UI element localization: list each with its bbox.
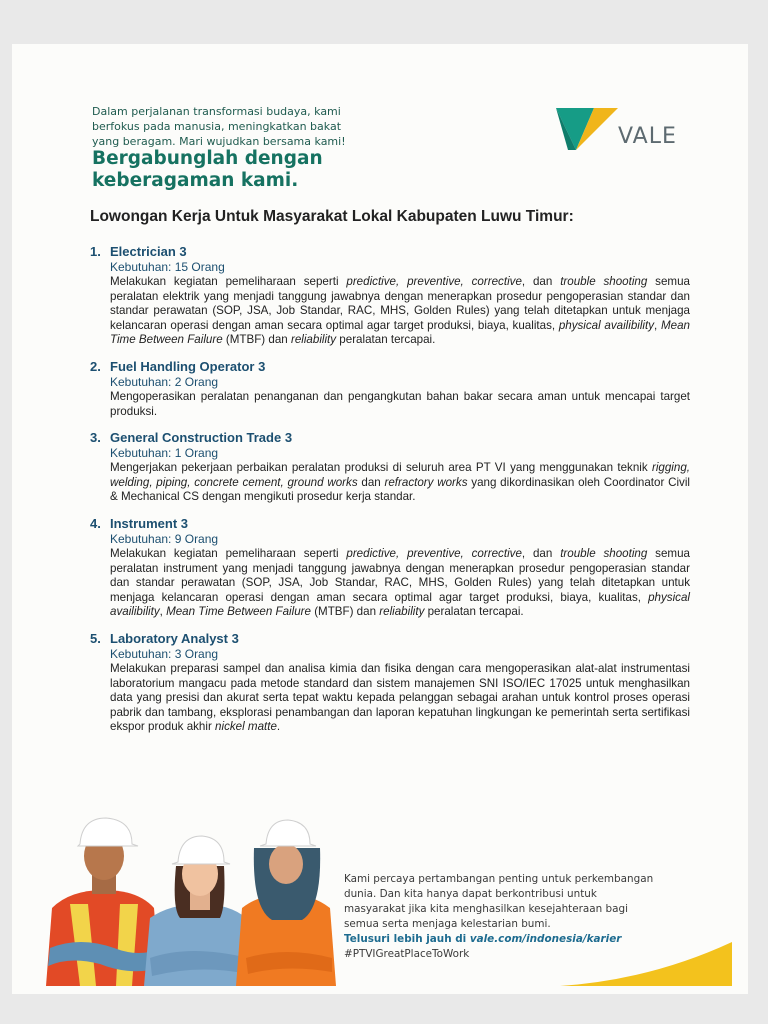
job-item xyxy=(90,244,690,348)
job-description xyxy=(110,390,690,419)
job-description-segment: dan xyxy=(357,475,385,489)
job-description-segment: reliability xyxy=(379,605,425,619)
job-description-segment: yang dikordinasikan oleh Coordinator Civil & Mechanical CS dengan mengikuti prosedur kerja standar. xyxy=(110,475,690,504)
job-description-segment: peralatan tercapai. xyxy=(424,605,524,619)
outro-line: dunia. Dan kita hanya dapat berkontribusi untuk xyxy=(344,888,597,900)
job-title xyxy=(90,359,690,375)
job-number: 3. xyxy=(90,430,101,446)
worker-figure xyxy=(144,836,252,986)
hashtag: #PTVIGreatPlaceToWork xyxy=(344,948,470,960)
job-description-segment: (MTBF) dan xyxy=(222,333,291,347)
outro-line: Kami percaya pertambangan penting untuk perkembangan xyxy=(344,873,654,885)
job-description xyxy=(110,461,690,505)
job-title-text: General Construction Trade 3 xyxy=(110,430,293,446)
job-description-segment: Melakukan preparasi sampel dan analisa kimia dan fisika dengan cara mengoperasikan alat-alat instrumentasi laboratorium mangacu pada metode standard dan sistem manajemen SNI ISO/IEC 17025 untuk menghasilkan data yang presisi dan akurat serta tepat waktu kepada pelanggan sebagai arahan untuk kontrol proses operasi pabrik dan tambang, eksplorasi penambangan dan laporan kepatuhan lingkungan ke pemerintah serta sertifikasi ekspor produk akhir xyxy=(110,661,690,734)
outro-line: masyarakat jika kita menghasilkan kesejahteraan bagi xyxy=(344,903,628,915)
job-description-segment: trouble shooting xyxy=(560,546,648,560)
job-description-segment: semua peralatan elektrik yang menjadi tanggung jawabnya dengan menerapkan prosedur pengoperasian standar dan standar perawatan (SOP, JSA, Job Standar, RAC, MHS, Golden Rules) yang telah ditetapkan untuk menjaga kelancaran operasi dengan aman secara optimal agar target produksi, biaya, kualitas, xyxy=(110,275,690,332)
job-description-segment: Melakukan kegiatan pemeliharaan seperti xyxy=(110,275,347,288)
job-number: 1. xyxy=(90,244,101,259)
job-title xyxy=(90,516,690,532)
job-description-segment: reliability xyxy=(290,333,337,347)
job-description-segment: predictive, preventive, corrective xyxy=(346,275,522,288)
workers-illustration xyxy=(40,808,340,986)
job-need: Kebutuhan: 2 Orang xyxy=(110,374,219,389)
job-description-segment: rigging, welding, piping, concrete cement, ground works xyxy=(110,461,690,489)
job-description-segment: . xyxy=(276,720,281,734)
worker-figure xyxy=(236,820,336,986)
job-description xyxy=(110,275,690,348)
job-description-segment: , xyxy=(654,318,661,332)
job-description-segment: trouble shooting xyxy=(560,275,648,288)
job-need: Kebutuhan: 3 Orang xyxy=(110,646,219,661)
outro-link-prefix: Telusuri lebih jauh di xyxy=(344,933,470,945)
job-description-segment: Mean Time Between Failure xyxy=(166,605,311,619)
job-description-segment: , dan xyxy=(521,546,561,560)
job-item xyxy=(90,516,690,620)
job-description-segment: nickel matte xyxy=(215,720,277,734)
job-description-segment: physical availibility xyxy=(110,590,690,619)
job-description-segment: Mean Time Between Failure xyxy=(110,318,690,347)
vale-logo-word: VALE xyxy=(618,124,677,149)
job-title-text: Electrician 3 xyxy=(110,244,187,259)
section-title: Lowongan Kerja Untuk Masyarakat Lokal Kabupaten Luwu Timur: xyxy=(90,208,574,225)
job-number: 5. xyxy=(90,630,101,646)
intro-line: yang beragam. Mari wujudkan bersama kami! xyxy=(92,135,346,148)
job-title xyxy=(90,631,690,647)
job-need: Kebutuhan: 15 Orang xyxy=(110,260,225,274)
job-description-segment: physical availibility xyxy=(558,318,655,332)
job-description-segment: , xyxy=(159,605,167,619)
job-need: Kebutuhan: 9 Orang xyxy=(110,531,219,546)
careers-link[interactable]: vale.com/indonesia/karier xyxy=(469,933,622,945)
intro-text xyxy=(92,104,362,149)
job-title xyxy=(90,430,690,446)
intro-line: Dalam perjalanan transformasi budaya, kami xyxy=(92,105,341,118)
worker-figure xyxy=(46,818,160,986)
headline-line: Bergabunglah dengan xyxy=(92,148,323,169)
outro-line: semua serta menjaga kelestarian bumi. xyxy=(344,918,551,930)
job-title-text: Fuel Handling Operator 3 xyxy=(110,358,266,374)
job-number: 4. xyxy=(90,515,101,531)
job-description-segment: Mengerjakan pekerjaan perbaikan peralatan produksi di seluruh area PT VI yang menggunakan teknik xyxy=(110,461,652,475)
job-description-segment: predictive, preventive, corrective xyxy=(346,546,522,560)
job-description-segment: Mengoperasikan peralatan penanganan dan pengangkutan bahan bakar secara aman untuk mencapai target produksi. xyxy=(110,389,690,418)
vale-logo xyxy=(554,102,694,162)
job-description-segment: refractory works xyxy=(384,475,468,489)
vale-logo-mark xyxy=(554,102,624,162)
job-item xyxy=(90,631,690,735)
decorative-swoosh xyxy=(560,940,732,986)
job-description-segment: Melakukan kegiatan pemeliharaan seperti xyxy=(110,546,347,560)
job-title-text: Laboratory Analyst 3 xyxy=(110,630,239,646)
headline xyxy=(92,148,412,192)
job-description xyxy=(110,547,690,620)
job-need: Kebutuhan: 1 Orang xyxy=(110,446,219,461)
job-description-segment: (MTBF) dan xyxy=(310,605,380,619)
job-description xyxy=(110,662,690,735)
job-description-segment: semua peralatan instrument yang menjadi tanggung jawabnya dengan menerapkan prosedur pengoperasian standar dan standar perawatan (SOP, JSA, Job Standar, RAC, MHS, Golden Rules) yang telah ditetapkan untuk menjaga kelancaran operasi dengan aman secara optimal agar target produksi, biaya, kualitas, xyxy=(110,546,690,604)
intro-line: berfokus pada manusia, meningkatkan bakat xyxy=(92,120,342,133)
job-description-segment: peralatan tercapai. xyxy=(336,333,436,347)
job-number: 2. xyxy=(90,358,101,374)
job-description-segment: , dan xyxy=(521,275,561,288)
job-title xyxy=(90,244,690,260)
job-item xyxy=(90,430,690,505)
job-title-text: Instrument 3 xyxy=(110,515,189,531)
job-list xyxy=(90,244,690,746)
job-item xyxy=(90,359,690,419)
headline-line: keberagaman kami. xyxy=(92,170,299,191)
